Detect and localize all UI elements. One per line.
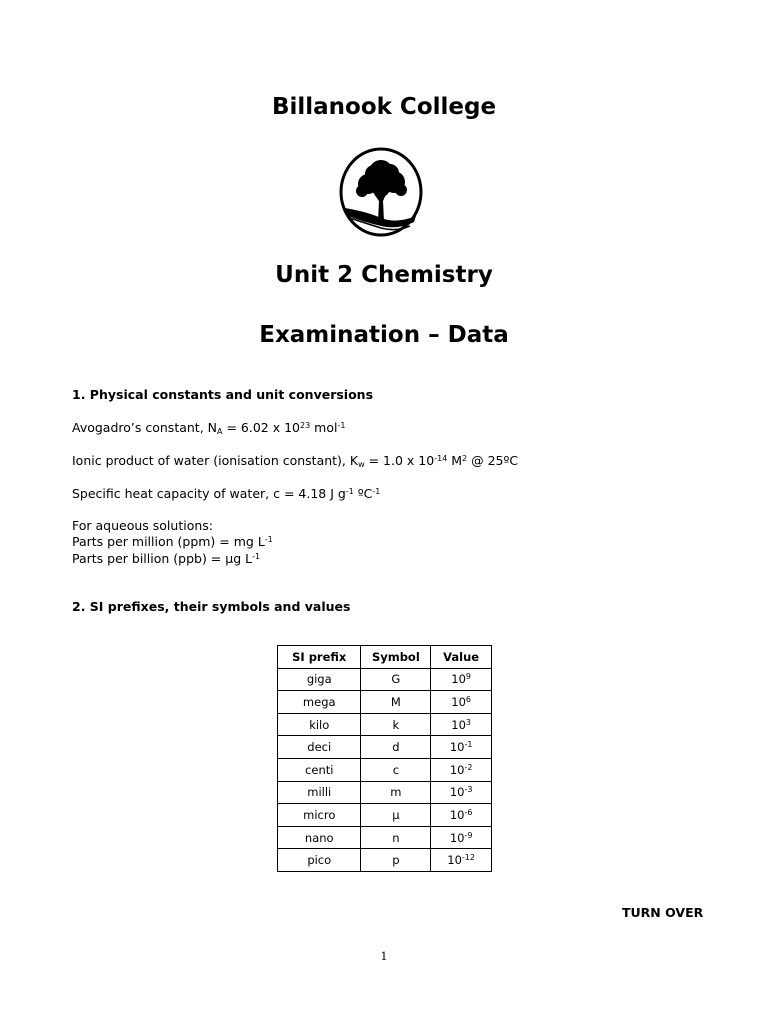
symbol-cell: c xyxy=(361,758,431,781)
table-row xyxy=(278,804,492,827)
value-base: 10 xyxy=(451,672,466,687)
ppm-exponent: -1 xyxy=(264,535,273,544)
ionic-unit-exponent: 2 xyxy=(462,454,468,463)
college-title: Billanook College xyxy=(271,94,497,120)
prefix-cell: giga xyxy=(278,668,361,691)
table-row xyxy=(278,826,492,849)
tree-emblem-icon xyxy=(338,146,424,238)
ionic-unit: M xyxy=(447,453,463,468)
ppb-label: Parts per billion (ppb) = µg L xyxy=(72,551,253,566)
avogadro-label: Avogadro’s constant, N xyxy=(72,420,218,435)
ionic-label: Ionic product of water (ionisation constant), K xyxy=(72,453,359,468)
value-exponent: -3 xyxy=(464,785,473,795)
value-exponent: -12 xyxy=(461,853,475,863)
value-exponent: 3 xyxy=(465,717,471,727)
heat-label: Specific heat capacity of water, c = 4.18 J g xyxy=(72,486,346,501)
ionic-temperature: @ 25ºC xyxy=(467,453,519,468)
avogadro-unit: mol xyxy=(310,420,338,435)
value-base: 10 xyxy=(449,762,465,777)
unit-title: Unit 2 Chemistry xyxy=(275,262,493,288)
symbol-cell: k xyxy=(361,713,431,736)
header-symbol: Symbol xyxy=(361,646,431,669)
table-row xyxy=(278,668,492,691)
value-base: 10 xyxy=(451,717,466,732)
section-1-heading: 1. Physical constants and unit conversions xyxy=(72,387,374,402)
value-cell xyxy=(431,781,492,804)
symbol-cell: n xyxy=(361,826,431,849)
value-exponent: -2 xyxy=(464,762,473,772)
value-cell xyxy=(431,668,492,691)
prefix-cell: micro xyxy=(278,804,361,827)
value-base: 10 xyxy=(447,853,462,868)
prefix-cell: deci xyxy=(278,736,361,759)
symbol-cell: G xyxy=(361,668,431,691)
value-exponent: 9 xyxy=(465,672,471,682)
aqueous-intro: For aqueous solutions: xyxy=(72,518,213,533)
ppm-label: Parts per million (ppm) = mg L xyxy=(72,534,265,549)
table-row xyxy=(278,736,492,759)
avogadro-value: = 6.02 x 10 xyxy=(222,420,301,435)
table-header-row xyxy=(278,646,492,669)
header-value: Value xyxy=(431,646,492,669)
prefix-cell: milli xyxy=(278,781,361,804)
value-cell xyxy=(431,849,492,872)
prefix-cell: mega xyxy=(278,691,361,714)
avogadro-constant-line xyxy=(72,420,345,435)
symbol-cell: µ xyxy=(361,804,431,827)
value-cell xyxy=(431,758,492,781)
avogadro-unit-exponent: -1 xyxy=(337,421,346,430)
prefix-cell: nano xyxy=(278,826,361,849)
si-prefix-table xyxy=(277,645,492,872)
header-si-prefix: SI prefix xyxy=(278,646,361,669)
symbol-cell: m xyxy=(361,781,431,804)
table-row xyxy=(278,849,492,872)
value-exponent: 6 xyxy=(465,694,471,704)
value-cell xyxy=(431,736,492,759)
ppb-exponent: -1 xyxy=(252,552,261,561)
symbol-cell: M xyxy=(361,691,431,714)
prefix-cell: pico xyxy=(278,849,361,872)
heat-unit: ºC xyxy=(353,486,373,501)
ionic-subscript: w xyxy=(358,460,365,469)
table-row xyxy=(278,781,492,804)
prefix-cell: centi xyxy=(278,758,361,781)
specific-heat-line xyxy=(72,486,380,501)
avogadro-subscript: A xyxy=(217,427,223,436)
table-row xyxy=(278,713,492,736)
value-cell xyxy=(431,826,492,849)
prefix-cell: kilo xyxy=(278,713,361,736)
heat-exponent-1: -1 xyxy=(345,487,354,496)
ionic-value: = 1.0 x 10 xyxy=(364,453,435,468)
value-base: 10 xyxy=(451,694,466,709)
value-exponent: -1 xyxy=(464,740,473,750)
turn-over-label: TURN OVER xyxy=(622,905,704,920)
value-exponent: -9 xyxy=(464,830,473,840)
symbol-cell: d xyxy=(361,736,431,759)
table-row xyxy=(278,758,492,781)
value-cell xyxy=(431,691,492,714)
value-base: 10 xyxy=(449,830,465,845)
ionic-product-line xyxy=(72,453,518,468)
value-base: 10 xyxy=(449,785,465,800)
value-base: 10 xyxy=(449,807,465,822)
ionic-exponent: -14 xyxy=(434,454,448,463)
page-number: 1 xyxy=(380,950,388,963)
exam-title: Examination – Data xyxy=(259,322,509,348)
ppm-line xyxy=(72,534,273,549)
value-base: 10 xyxy=(449,740,465,755)
value-exponent: -6 xyxy=(464,807,473,817)
value-cell xyxy=(431,713,492,736)
value-cell xyxy=(431,804,492,827)
table-row xyxy=(278,691,492,714)
section-2-heading: 2. SI prefixes, their symbols and values xyxy=(72,599,351,614)
ppb-line xyxy=(72,551,260,566)
heat-exponent-2: -1 xyxy=(372,487,381,496)
symbol-cell: p xyxy=(361,849,431,872)
avogadro-exponent: 23 xyxy=(300,421,311,430)
